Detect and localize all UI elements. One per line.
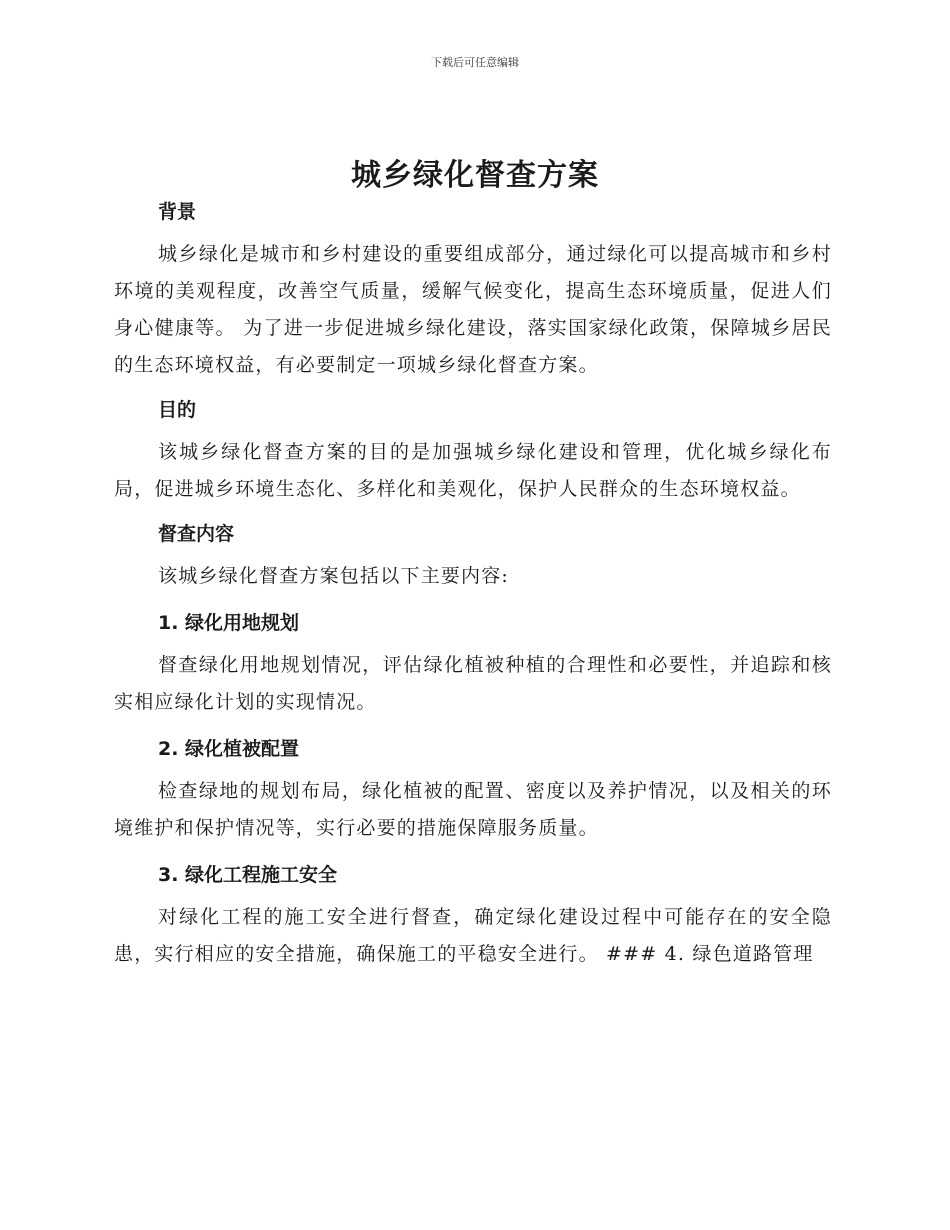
section-text-background: 城乡绿化是城市和乡村建设的重要组成部分，通过绿化可以提高城市和乡村环境的美观程度，改善空气质量，缓解气候变化，提高生态环境质量，促进人们身心健康等。 为了进一步促进城乡绿化建设，落实国家绿化政策，保障城乡居民的生态环境权益，有必要制定一项城乡绿化督查方案。 [114, 243, 832, 376]
section-heading-purpose: 目的 [158, 399, 197, 421]
section-text-purpose: 该城乡绿化督查方案的目的是加强城乡绿化建设和管理，优化城乡绿化布局，促进城乡环境生态化、多样化和美观化，保护人民群众的生态环境权益。 [114, 441, 832, 500]
item-heading-vegetation-config: 2. 绿化植被配置 [158, 738, 300, 760]
section-intro-content: 该城乡绿化督查方案包括以下主要内容: [158, 565, 510, 587]
section-heading-background: 背景 [158, 201, 197, 223]
page-header-note: 下载后可任意编辑 [431, 56, 519, 69]
item-text-construction-safety: 对绿化工程的施工安全进行督查，确定绿化建设过程中可能存在的安全隐患，实行相应的安全措施，确保施工的平稳安全进行。 ### 4. 绿色道路管理 [114, 906, 832, 965]
item-text-land-planning: 督查绿化用地规划情况，评估绿化植被种植的合理性和必要性，并追踪和核实相应绿化计划的实现情况。 [114, 654, 832, 713]
section-heading-content: 督查内容 [158, 523, 235, 545]
item-text-vegetation-config: 检查绿地的规划布局，绿化植被的配置、密度以及养护情况，以及相关的环境维护和保护情况等，实行必要的措施保障服务质量。 [114, 780, 832, 839]
item-heading-construction-safety: 3. 绿化工程施工安全 [158, 864, 338, 886]
document-title: 城乡绿化督查方案 [351, 158, 599, 193]
item-heading-land-planning: 1. 绿化用地规划 [158, 612, 300, 634]
document-body [114, 194, 832, 973]
